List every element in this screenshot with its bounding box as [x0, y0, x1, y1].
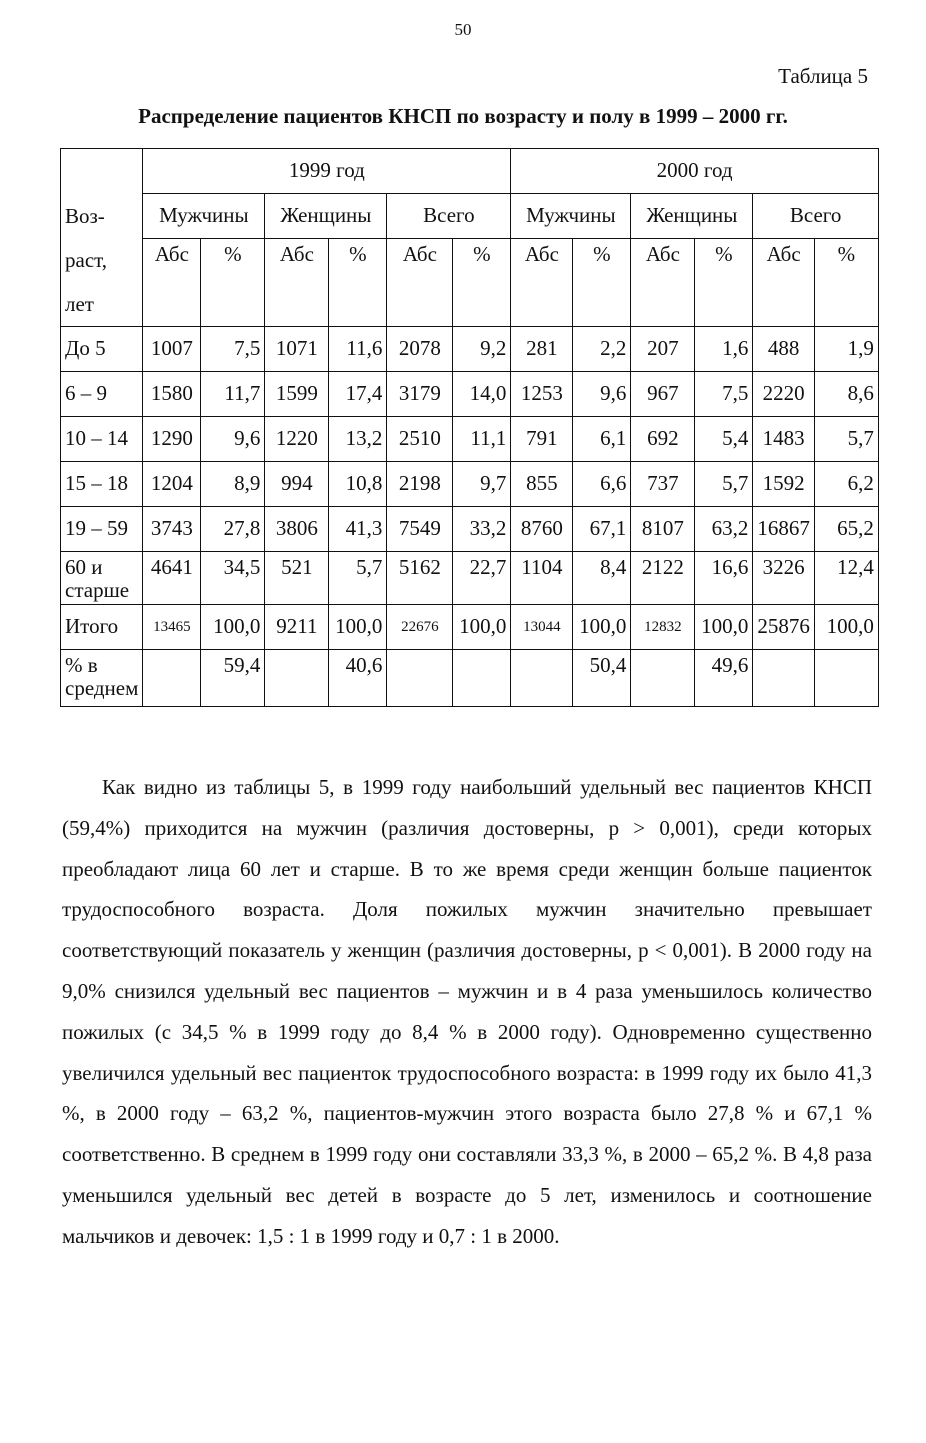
value-cell: 25876	[753, 605, 815, 650]
year-2000-header: 2000 год	[511, 149, 879, 194]
value-cell: 9,7	[453, 462, 511, 507]
value-cell: 1,9	[814, 327, 878, 372]
value-cell: 3806	[265, 507, 329, 552]
value-cell: 100,0	[814, 605, 878, 650]
value-cell: 16867	[753, 507, 815, 552]
value-cell: 100,0	[695, 605, 753, 650]
abs-header: Абс	[143, 239, 201, 327]
empty-cell	[143, 650, 201, 707]
pct-header: %	[814, 239, 878, 327]
abs-header: Абс	[753, 239, 815, 327]
header-row-years	[61, 149, 879, 194]
body-paragraph: Как видно из таблицы 5, в 1999 году наибольший удельный вес пациентов КНСП (59,4%) приходится на мужчин (различия достоверны, р > 0,001), среди которых преобладают лица 60 лет и старше. В то же время среди женщин больше пациенток трудоспособного возраста. Доля пожилых мужчин значительно превышает соответствующий показатель у женщин (различия достоверны, р < 0,001). В 2000 году на 9,0% снизился удельный вес пациентов – мужчин и в 4 раза уменьшилось количество пожилых (с 34,5 % в 1999 году до 8,4 % в 2000 году). Одновременно существенно увеличился удельный вес пациенток трудоспособного возраста: в 1999 году их было 41,3 %, в 2000 году – 63,2 %, пациентов-мужчин этого возраста было 27,8 % и 67,1 % соответственно. В среднем в 1999 году они составляли 33,3 %, в 2000 – 65,2 %. В 4,8 раза уменьшился удельный вес детей в возрасте до 5 лет, изменилось и соотношение мальчиков и девочек: 1,5 : 1 в 1999 году и 0,7 : 1 в 2000.	[62, 775, 872, 1248]
men-2000-header: Мужчины	[511, 194, 631, 239]
value-cell: 27,8	[201, 507, 265, 552]
value-cell: 9,6	[201, 417, 265, 462]
value-cell: 1204	[143, 462, 201, 507]
age-cell: 60 и старше	[61, 552, 143, 605]
age-sex-table	[60, 148, 879, 707]
total-2000-header: Всего	[753, 194, 879, 239]
age-header-line-1: Воз-	[65, 203, 105, 228]
value-cell: 33,2	[453, 507, 511, 552]
value-cell: 40,6	[329, 650, 387, 707]
value-cell: 100,0	[453, 605, 511, 650]
value-cell: 2078	[387, 327, 453, 372]
empty-cell	[631, 650, 695, 707]
value-cell: 8760	[511, 507, 573, 552]
value-cell: 967	[631, 372, 695, 417]
value-cell: 1104	[511, 552, 573, 605]
abs-header: Абс	[631, 239, 695, 327]
value-cell: 34,5	[201, 552, 265, 605]
value-cell: 11,7	[201, 372, 265, 417]
value-cell: 3743	[143, 507, 201, 552]
value-cell: 100,0	[201, 605, 265, 650]
empty-cell	[387, 650, 453, 707]
value-cell: 5162	[387, 552, 453, 605]
value-cell: 65,2	[814, 507, 878, 552]
age-cell: До 5	[61, 327, 143, 372]
value-cell: 1220	[265, 417, 329, 462]
age-header	[61, 149, 143, 327]
value-cell: 5,7	[814, 417, 878, 462]
value-cell: 100,0	[329, 605, 387, 650]
value-cell: 8107	[631, 507, 695, 552]
value-cell: 6,6	[573, 462, 631, 507]
value-cell: 5,4	[695, 417, 753, 462]
value-cell: 855	[511, 462, 573, 507]
value-cell: 3179	[387, 372, 453, 417]
pct-header: %	[573, 239, 631, 327]
value-cell: 2220	[753, 372, 815, 417]
empty-cell	[265, 650, 329, 707]
pct-header: %	[695, 239, 753, 327]
value-cell: 692	[631, 417, 695, 462]
value-cell: 22676	[387, 605, 453, 650]
value-cell: 737	[631, 462, 695, 507]
value-cell: 1483	[753, 417, 815, 462]
value-cell: 6,1	[573, 417, 631, 462]
total-row	[61, 605, 879, 650]
empty-cell	[753, 650, 815, 707]
value-cell: 2510	[387, 417, 453, 462]
average-label: % в среднем	[61, 650, 143, 707]
header-row-groups	[61, 194, 879, 239]
value-cell: 8,9	[201, 462, 265, 507]
value-cell: 14,0	[453, 372, 511, 417]
value-cell: 22,7	[453, 552, 511, 605]
table-row	[61, 417, 879, 462]
age-cell: 15 – 18	[61, 462, 143, 507]
value-cell: 59,4	[201, 650, 265, 707]
value-cell: 8,4	[573, 552, 631, 605]
value-cell: 11,1	[453, 417, 511, 462]
value-cell: 9,6	[573, 372, 631, 417]
value-cell: 2122	[631, 552, 695, 605]
header-row-units	[61, 239, 879, 327]
page-number: 50	[454, 20, 472, 39]
table-caption: Таблица 5	[778, 64, 868, 88]
value-cell: 63,2	[695, 507, 753, 552]
value-cell: 11,6	[329, 327, 387, 372]
value-cell: 6,2	[814, 462, 878, 507]
value-cell: 2198	[387, 462, 453, 507]
value-cell: 281	[511, 327, 573, 372]
value-cell: 4641	[143, 552, 201, 605]
value-cell: 41,3	[329, 507, 387, 552]
value-cell: 207	[631, 327, 695, 372]
age-cell: 10 – 14	[61, 417, 143, 462]
value-cell: 49,6	[695, 650, 753, 707]
pct-header: %	[453, 239, 511, 327]
age-header-line-3: лет	[65, 291, 94, 316]
age-cell: 6 – 9	[61, 372, 143, 417]
value-cell: 7,5	[201, 327, 265, 372]
women-2000-header: Женщины	[631, 194, 753, 239]
table-row	[61, 507, 879, 552]
table-row	[61, 372, 879, 417]
value-cell: 13465	[143, 605, 201, 650]
value-cell: 17,4	[329, 372, 387, 417]
table-row	[61, 462, 879, 507]
value-cell: 10,8	[329, 462, 387, 507]
value-cell: 13044	[511, 605, 573, 650]
value-cell: 7,5	[695, 372, 753, 417]
value-cell: 1071	[265, 327, 329, 372]
total-label: Итого	[61, 605, 143, 650]
value-cell: 488	[753, 327, 815, 372]
value-cell: 1599	[265, 372, 329, 417]
value-cell: 791	[511, 417, 573, 462]
table-row	[61, 552, 879, 605]
value-cell: 1253	[511, 372, 573, 417]
pct-header: %	[201, 239, 265, 327]
value-cell: 9,2	[453, 327, 511, 372]
pct-header: %	[329, 239, 387, 327]
table-title: Распределение пациентов КНСП по возрасту и полу в 1999 – 2000 гг.	[138, 104, 788, 128]
empty-cell	[511, 650, 573, 707]
year-1999-header: 1999 год	[143, 149, 511, 194]
value-cell: 5,7	[329, 552, 387, 605]
abs-header: Абс	[511, 239, 573, 327]
men-1999-header: Мужчины	[143, 194, 265, 239]
value-cell: 521	[265, 552, 329, 605]
value-cell: 9211	[265, 605, 329, 650]
value-cell: 16,6	[695, 552, 753, 605]
value-cell: 1007	[143, 327, 201, 372]
abs-header: Абс	[387, 239, 453, 327]
value-cell: 13,2	[329, 417, 387, 462]
value-cell: 12,4	[814, 552, 878, 605]
age-cell: 19 – 59	[61, 507, 143, 552]
abs-header: Абс	[265, 239, 329, 327]
value-cell: 1592	[753, 462, 815, 507]
value-cell: 12832	[631, 605, 695, 650]
value-cell: 100,0	[573, 605, 631, 650]
women-1999-header: Женщины	[265, 194, 387, 239]
value-cell: 67,1	[573, 507, 631, 552]
average-row	[61, 650, 879, 707]
age-header-line-2: раст,	[65, 247, 107, 272]
value-cell: 50,4	[573, 650, 631, 707]
empty-cell	[453, 650, 511, 707]
value-cell: 994	[265, 462, 329, 507]
value-cell: 7549	[387, 507, 453, 552]
value-cell: 5,7	[695, 462, 753, 507]
value-cell: 2,2	[573, 327, 631, 372]
value-cell: 1290	[143, 417, 201, 462]
table-row	[61, 327, 879, 372]
value-cell: 1,6	[695, 327, 753, 372]
value-cell: 1580	[143, 372, 201, 417]
value-cell: 8,6	[814, 372, 878, 417]
value-cell: 3226	[753, 552, 815, 605]
empty-cell	[814, 650, 878, 707]
total-1999-header: Всего	[387, 194, 511, 239]
